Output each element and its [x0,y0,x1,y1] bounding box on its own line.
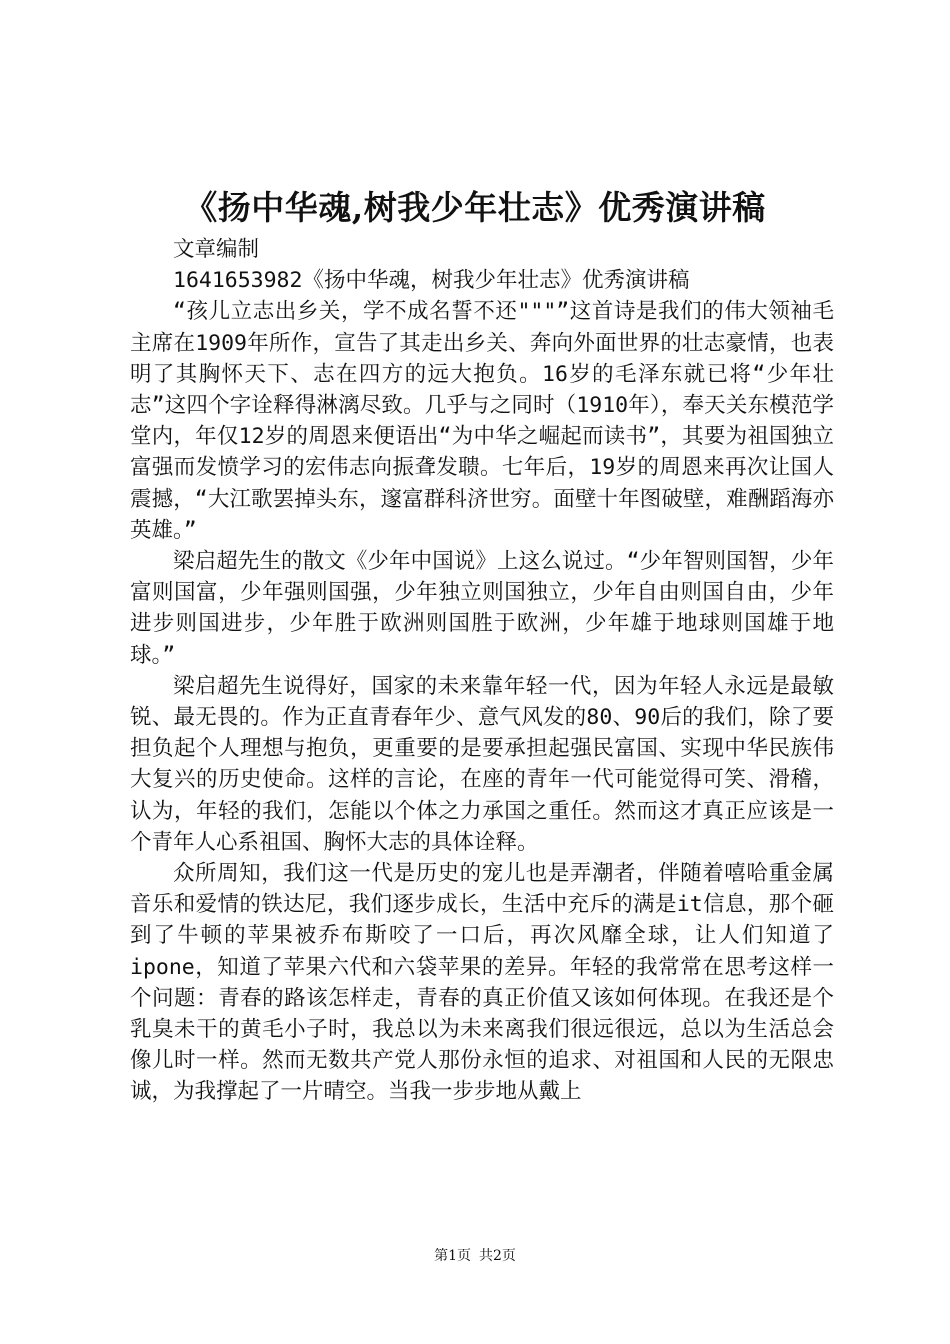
page-footer [0,1246,950,1266]
document-body [130,234,834,1108]
byline: 文章编制 [173,237,260,262]
paragraph-1: “孩儿立志出乡关，学不成名誓不还"""”这首诗是我们的伟大领袖毛主席在1909年所作，宣告了其走出乡关、奔向外面世界的壮志豪情，也表明了其胸怀天下、志在四方的远大抱负。16岁的毛泽东就已将“少年壮志”这四个字诠释得淋漓尽致。几乎与之同时（1910年），奉天关东模范学堂内，年仅12岁的周恩来便语出“为中华之崛起而读书”，其要为祖国独立富强而发愤学习的宏伟志向振聋发聩。七年后，19岁的周恩来再次让国人震撼，“大江歌罢掉头东，邃富群科济世穷。面壁十年图破壁，难酬蹈海亦英雄。” [130,299,834,543]
page-number: 第1页 [434,1248,471,1264]
paragraph-2: 梁启超先生的散文《少年中国说》上这么说过。“少年智则国智，少年富则国富，少年强则国强，少年独立则国独立，少年自由则国自由，少年进步则国进步，少年胜于欧洲则国胜于欧洲，少年雄于地球则国雄于地球。” [130,549,834,668]
document-subtitle: 1641653982《扬中华魂，树我少年壮志》优秀演讲稿 [173,268,690,294]
document-title: 《扬中华魂,树我少年壮志》优秀演讲稿 [184,188,766,227]
paragraph-3: 梁启超先生说得好，国家的未来靠年轻一代，因为年轻人永远是最敏锐、最无畏的。作为正直青春年少、意气风发的80、90后的我们，除了要担负起个人理想与抱负，更重要的是要承担起强民富国、实现中华民族伟大复兴的历史使命。这样的言论，在座的青年一代可能觉得可笑、滑稽，认为，年轻的我们，怎能以个体之力承国之重任。然而这才真正应该是一个青年人心系祖国、胸怀大志的具体诠释。 [130,673,834,855]
page-total: 共2页 [479,1248,516,1264]
paragraph-4: 众所周知，我们这一代是历史的宠儿也是弄潮者，伴随着嘻哈重金属音乐和爱情的铁达尼，我们逐步成长，生活中充斥的满是it信息，那个砸到了牛顿的苹果被乔布斯咬了一口后，再次风靡全球，让人们知道了ipone，知道了苹果六代和六袋苹果的差异。年轻的我常常在思考这样一个问题：青春的路该怎样走，青春的真正价值又该如何体现。在我还是个乳臭未干的黄毛小子时，我总以为未来离我们很远很远，总以为生活总会像儿时一样。然而无数共产党人那份永恒的追求、对祖国和人民的无限忠诚，为我撑起了一片晴空。当我一步步地从戴上 [130,861,834,1105]
